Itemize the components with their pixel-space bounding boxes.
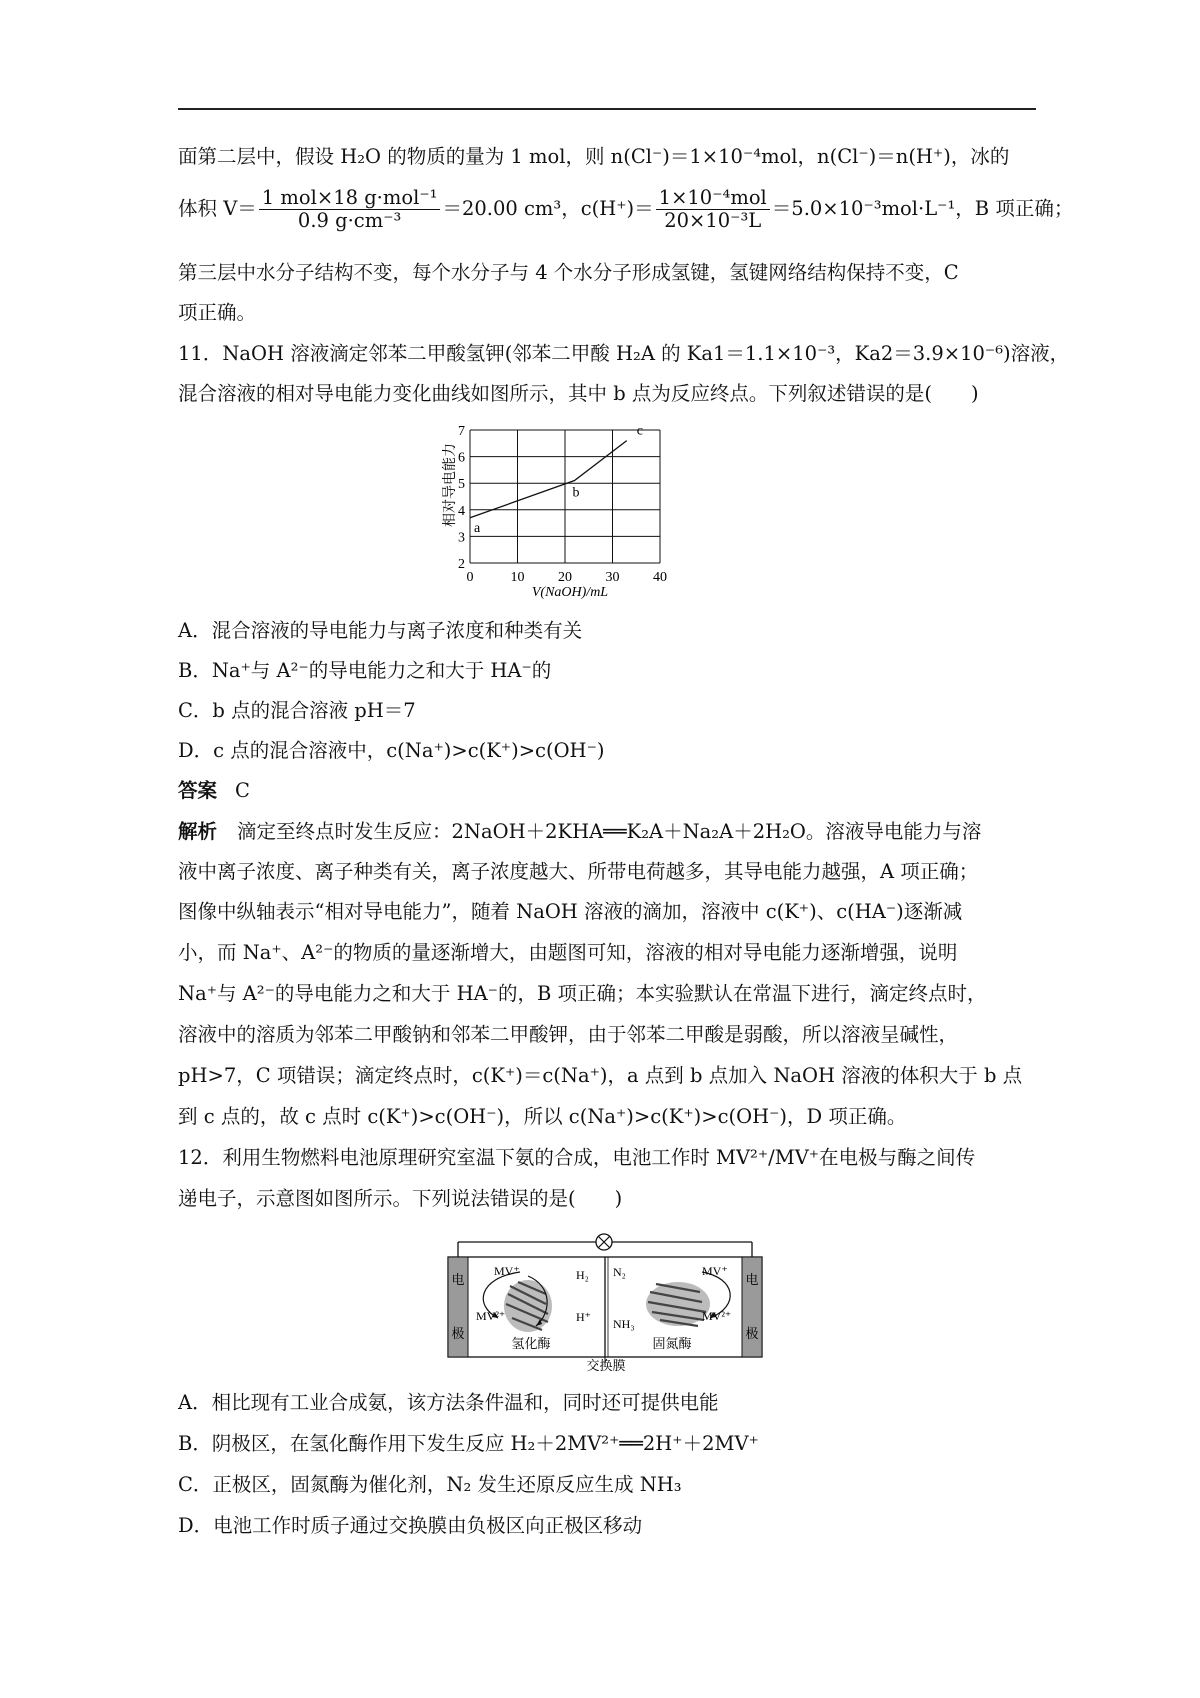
species-label: H₂ (576, 1268, 589, 1282)
hydrogenase-enzyme-icon (504, 1280, 552, 1332)
y-tick-label: 6 (458, 450, 465, 466)
y-tick-label: 2 (458, 557, 465, 572)
option-c: C．正极区，固氮酶为催化剂，N₂ 发生还原反应生成 NH₃ (178, 1473, 682, 1496)
nitrogenase-enzyme-icon (646, 1282, 710, 1326)
bulb-icon (596, 1234, 612, 1250)
analysis-label: 解析 (178, 820, 218, 843)
option-a: A．相比现有工业合成氨，该方法条件温和，同时还可提供电能 (178, 1391, 719, 1414)
species-label: H⁺ (576, 1310, 591, 1324)
analysis-line: Na⁺与 A²⁻的导电能力之和大于 HA⁻的，B 项正确；本实验默认在常温下进行，滴定终点时， (178, 982, 987, 1005)
left-electrode-label: 电 (451, 1272, 465, 1287)
chart-grid (470, 430, 660, 563)
left-electrode-label: 极 (451, 1326, 465, 1341)
question-11-stem: 11．NaOH 溶液滴定邻苯二甲酸氢钾(邻苯二甲酸 H₂A 的 Ka1＝1.1×10⁻³，Ka2＝3.9×10⁻⁶)溶液， (178, 342, 1070, 365)
right-electrode-label: 极 (745, 1326, 759, 1341)
fraction-denominator: 20×10⁻³L (664, 209, 762, 232)
species-label: MV⁺ (494, 1264, 520, 1278)
question-12-stem: 递电子，示意图如图所示。下列说法错误的是( ) (178, 1187, 623, 1210)
x-tick-label: 0 (466, 570, 474, 585)
option-b: B．Na⁺与 A²⁻的导电能力之和大于 HA⁻的 (178, 659, 552, 682)
text-segment: 体积 V＝ (178, 197, 257, 220)
conductivity-chart (440, 425, 740, 603)
membrane-label: 交换膜 (586, 1358, 626, 1372)
analysis-line: 图像中纵轴表示“相对导电能力”，随着 NaOH 溶液的滴加，溶液中 c(K⁺)、c(HA⁻)逐渐减 (178, 900, 963, 923)
species-label: NH₃ (613, 1317, 635, 1331)
analysis-text: 滴定至终点时发生反应：2NaOH＋2KHA══K₂A＋Na₂A＋2H₂O。溶液导电能力与溶 (237, 820, 982, 843)
species-label: MV⁺ (702, 1264, 728, 1278)
species-label: MV²⁺ (476, 1309, 506, 1323)
enzyme-label: 氢化酶 (511, 1336, 551, 1351)
answer-line (178, 777, 1038, 805)
analysis-line: 液中离子浓度、离子种类有关，离子浓度越大、所带电荷越多，其导电能力越强，A 项正确； (178, 860, 979, 883)
point-labels (474, 425, 643, 536)
analysis-line: 溶液中的溶质为邻苯二甲酸钠和邻苯二甲酸钾，由于邻苯二甲酸是弱酸，所以溶液呈碱性， (178, 1023, 959, 1046)
fraction-volume (259, 187, 441, 232)
y-tick-label: 5 (458, 477, 465, 493)
option-d: D．电池工作时质子通过交换膜由负极区向正极区移动 (178, 1514, 643, 1537)
x-tick-label: 20 (558, 570, 572, 585)
option-b: B．阴极区，在氢化酶作用下发生反应 H₂＋2MV²⁺══2H⁺＋2MV⁺ (178, 1432, 759, 1455)
fraction-concentration (656, 187, 770, 232)
species-label: N₂ (613, 1265, 626, 1279)
y-tick-label: 7 (458, 425, 465, 439)
analysis-line: pH>7，C 项错误；滴定终点时，c(K⁺)＝c(Na⁺)，a 点到 b 点加入 NaOH 溶液的体积大于 b 点 (178, 1064, 1023, 1087)
point-label-a: a (474, 520, 481, 536)
text-segment: ＝20.00 cm³，c(H⁺)＝ (442, 197, 654, 220)
y-tick-label: 4 (458, 503, 465, 519)
x-tick-label: 30 (605, 570, 620, 585)
question-11-stem: 混合溶液的相对导电能力变化曲线如图所示，其中 b 点为反应终点。下列叙述错误的是( ) (178, 382, 979, 405)
right-electrode-label: 电 (745, 1272, 759, 1287)
para-line-fraction (178, 186, 1074, 232)
para-line: 第三层中水分子结构不变，每个水分子与 4 个水分子形成氢键，氢键网络结构保持不变，C (178, 261, 959, 284)
answer-label: 答案 (178, 779, 218, 802)
x-tick-label: 10 (510, 570, 525, 585)
analysis-line (178, 818, 1038, 846)
para-line: 面第二层中，假设 H₂O 的物质的量为 1 mol，则 n(Cl⁻)＝1×10⁻⁴mol，n(Cl⁻)＝n(H⁺)，冰的 (178, 145, 1010, 168)
question-12-stem: 12．利用生物燃料电池原理研究室温下氨的合成，电池工作时 MV²⁺/MV⁺在电极与酶之间传 (178, 1146, 976, 1169)
enzyme-label: 固氮酶 (652, 1336, 692, 1351)
header-rule (178, 108, 1036, 110)
analysis-line: 到 c 点的，故 c 点时 c(K⁺)>c(OH⁻)，所以 c(Na⁺)>c(K⁺)>c(OH⁻)，D 项正确。 (178, 1105, 907, 1128)
para-line: 项正确。 (178, 301, 257, 324)
option-a: A．混合溶液的导电能力与离子浓度和种类有关 (178, 619, 583, 642)
x-axis-label: V(NaOH)/mL (531, 585, 609, 600)
fraction-numerator: 1×10⁻⁴mol (656, 187, 770, 210)
analysis-line: 小，而 Na⁺、A²⁻的物质的量逐渐增大，由题图可知，溶液的相对导电能力逐渐增强，说明 (178, 941, 958, 964)
fraction-denominator: 0.9 g·cm⁻³ (297, 209, 402, 232)
fraction-numerator: 1 mol×18 g·mol⁻¹ (259, 187, 441, 210)
x-tick-label: 40 (653, 570, 667, 585)
species-label: MV²⁺ (702, 1309, 732, 1323)
chart-ticks (458, 425, 667, 585)
conductivity-curve (470, 441, 627, 518)
point-label-c: c (636, 425, 643, 439)
y-tick-label: 3 (458, 530, 465, 546)
fuel-cell-diagram (440, 1222, 770, 1372)
text-segment: ＝5.0×10⁻³mol·L⁻¹，B 项正确； (771, 197, 1074, 220)
y-axis-label: 相对导电能力 (443, 443, 458, 527)
option-d: D．c 点的混合溶液中，c(Na⁺)>c(K⁺)>c(OH⁻) (178, 739, 605, 762)
point-label-b: b (572, 485, 580, 501)
answer-value: C (235, 779, 250, 802)
option-c: C．b 点的混合溶液 pH＝7 (178, 699, 416, 722)
